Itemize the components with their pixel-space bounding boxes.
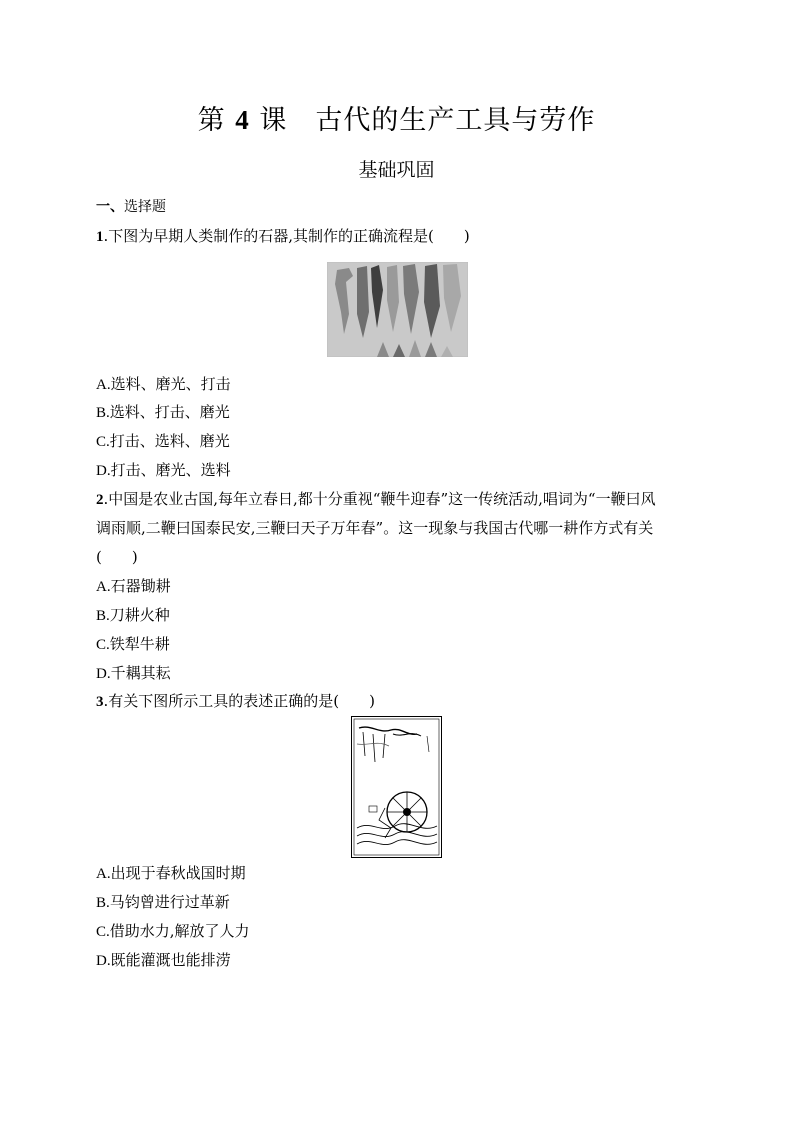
option-letter: C. — [96, 924, 110, 940]
title-suffix: 课 — [259, 105, 288, 136]
option-letter: D. — [96, 666, 111, 682]
question-1-option-c — [96, 430, 230, 453]
option-text: 借助水力,解放了人力 — [109, 922, 250, 940]
option-text: 既能灌溉也能排涝 — [110, 951, 231, 969]
question-number: 2 — [96, 492, 104, 508]
option-text: 打击、选料、磨光 — [109, 432, 230, 450]
option-letter: B. — [96, 895, 110, 911]
question-2-option-b — [96, 604, 170, 627]
question-1-option-d — [96, 459, 231, 482]
question-3-stem — [96, 690, 375, 713]
option-letter: D. — [96, 953, 111, 969]
option-letter: B. — [96, 608, 110, 624]
question-3-option-a — [96, 862, 246, 885]
option-letter: C. — [96, 637, 110, 653]
question-number: 1 — [96, 229, 104, 245]
question-2-option-a — [96, 575, 171, 598]
option-letter: A. — [96, 377, 111, 393]
question-text: .中国是农业古国,每年立春日,都十分重视“鞭牛迎春”这一传统活动,唱词为“一鞭曰风 — [103, 490, 656, 508]
option-text: 选料、磨光、打击 — [110, 375, 231, 393]
question-2-stem-line-1 — [96, 488, 656, 511]
option-letter: D. — [96, 463, 111, 479]
question-number: 3 — [96, 694, 104, 710]
question-2-stem-line-2: 调雨顺,二鞭曰国泰民安,三鞭曰天子万年春”。这一现象与我国古代哪一耕作方式有关 — [96, 519, 654, 537]
page-title — [0, 100, 793, 141]
stone-tools-image — [327, 262, 468, 357]
question-2-option-c — [96, 633, 170, 656]
option-text: 选料、打击、磨光 — [109, 403, 230, 421]
question-3-option-c — [96, 920, 250, 943]
question-2-option-d — [96, 662, 171, 685]
option-text: 千耦其耘 — [110, 664, 171, 682]
part-label: 选择题 — [124, 199, 166, 215]
question-2-stem-line-3: ( ) — [96, 548, 138, 566]
option-text: 铁犁牛耕 — [109, 635, 170, 653]
lesson-name: 古代的生产工具与劳作 — [315, 105, 596, 136]
question-1-stem — [96, 225, 470, 248]
section-title: 基础巩固 — [358, 159, 435, 181]
title-prefix: 第 — [197, 105, 226, 136]
question-text: .有关下图所示工具的表述正确的是( ) — [103, 692, 375, 710]
question-1-option-b — [96, 401, 230, 424]
question-text: .下图为早期人类制作的石器,其制作的正确流程是( ) — [103, 227, 470, 245]
question-1-option-a — [96, 373, 231, 396]
option-letter: A. — [96, 866, 111, 882]
option-letter: B. — [96, 405, 110, 421]
option-letter: A. — [96, 579, 111, 595]
part-heading — [96, 196, 166, 218]
waterwheel-image — [351, 716, 442, 858]
option-text: 刀耕火种 — [109, 606, 170, 624]
option-text: 石器锄耕 — [110, 577, 171, 595]
option-text: 出现于春秋战国时期 — [110, 864, 246, 882]
option-letter: C. — [96, 434, 110, 450]
question-3-option-b — [96, 891, 230, 914]
option-text: 打击、磨光、选料 — [110, 461, 231, 479]
lesson-number: 4 — [235, 105, 250, 135]
question-3-option-d — [96, 949, 231, 972]
option-text: 马钧曾进行过革新 — [109, 893, 230, 911]
part-index: 一、 — [96, 199, 124, 215]
